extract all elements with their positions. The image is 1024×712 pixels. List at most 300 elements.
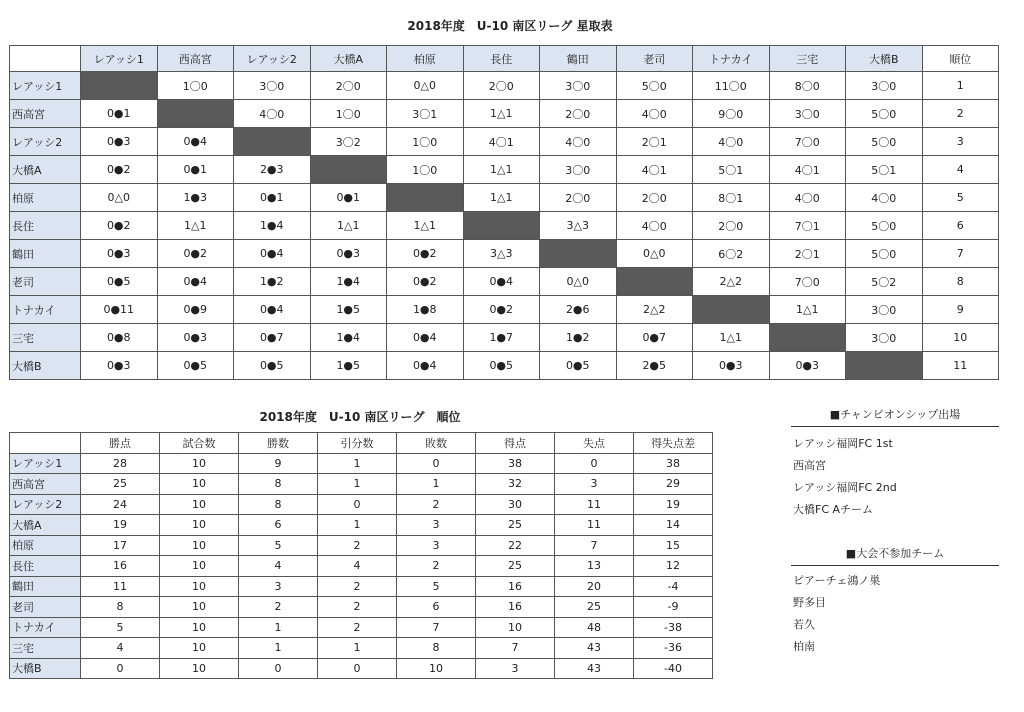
standings-value: 10 (160, 535, 239, 556)
championship-item: 大橋FC Aチーム (793, 503, 874, 516)
result-cell: 0●8 (81, 324, 158, 352)
self-match-cell (387, 184, 464, 212)
rank-header: 順位 (922, 46, 999, 72)
standings-column-header: 試合数 (160, 433, 239, 454)
result-cell: 0●2 (387, 240, 464, 268)
result-cell: 0●11 (81, 296, 158, 324)
table-row (10, 268, 999, 296)
standings-team: 長住 (10, 556, 81, 577)
result-cell: 0●3 (157, 324, 234, 352)
standings-team: 大橋B (10, 658, 81, 679)
rank-cell: 11 (922, 352, 999, 380)
result-cell: 0●4 (234, 296, 311, 324)
standings-value: 13 (555, 556, 634, 577)
result-cell: 1●2 (234, 268, 311, 296)
column-header-team: 西高宮 (157, 46, 234, 72)
result-cell: 3〇0 (234, 72, 311, 100)
result-cell: 3〇0 (769, 100, 846, 128)
standings-column-header: 勝数 (239, 433, 318, 454)
standings-value: -4 (634, 576, 713, 597)
championship-item: レアッシ福岡FC 2nd (793, 481, 897, 494)
result-cell: 2〇0 (693, 212, 770, 240)
standings-value: 8 (239, 494, 318, 515)
self-match-cell (769, 324, 846, 352)
standings-value: 29 (634, 474, 713, 495)
rank-cell: 5 (922, 184, 999, 212)
result-cell: 5〇0 (846, 240, 923, 268)
standings-value: 10 (160, 658, 239, 679)
result-cell: 1●3 (157, 184, 234, 212)
result-cell: 0△0 (540, 268, 617, 296)
standings-value: 4 (239, 556, 318, 577)
result-cell: 3△3 (463, 240, 540, 268)
standings-title: 2018年度 U-10 南区リーグ 順位 (259, 410, 461, 424)
result-cell: 3〇2 (310, 128, 387, 156)
result-cell: 1△1 (310, 212, 387, 240)
rank-cell: 4 (922, 156, 999, 184)
column-header-team: 老司 (616, 46, 693, 72)
row-header-team: 柏原 (10, 184, 81, 212)
result-cell: 0●1 (234, 184, 311, 212)
standings-team: 鶴田 (10, 576, 81, 597)
result-cell: 2△2 (693, 268, 770, 296)
standings-value: 10 (160, 556, 239, 577)
self-match-cell (463, 212, 540, 240)
standings-value: 32 (476, 474, 555, 495)
column-header-team: 柏原 (387, 46, 464, 72)
result-cell: 1●4 (310, 324, 387, 352)
result-cell: 0△0 (81, 184, 158, 212)
standings-value: 7 (555, 535, 634, 556)
result-cell: 4〇1 (616, 156, 693, 184)
standings-value: 10 (160, 453, 239, 474)
standings-team: レアッシ2 (10, 494, 81, 515)
standings-value: 25 (476, 556, 555, 577)
row-header-team: 大橋A (10, 156, 81, 184)
table-row (10, 100, 999, 128)
result-cell: 2〇0 (463, 72, 540, 100)
result-cell: 5〇1 (846, 156, 923, 184)
result-cell: 1〇0 (387, 128, 464, 156)
column-header-team: 長住 (463, 46, 540, 72)
result-cell: 2●6 (540, 296, 617, 324)
result-cell: 0●2 (81, 212, 158, 240)
result-cell: 1●5 (310, 296, 387, 324)
table-row (10, 638, 713, 659)
standings-value: 10 (160, 474, 239, 495)
result-cell: 3〇0 (846, 324, 923, 352)
absent-item: 若久 (793, 618, 815, 631)
result-cell: 0△0 (387, 72, 464, 100)
standings-column-header: 得点 (476, 433, 555, 454)
cross-results-table (9, 45, 999, 380)
rank-cell: 1 (922, 72, 999, 100)
row-header-team: 大橋B (10, 352, 81, 380)
standings-value: 1 (318, 474, 397, 495)
absent-item: 柏南 (793, 640, 815, 653)
result-cell: 1●7 (463, 324, 540, 352)
table-row (10, 212, 999, 240)
absent-title: ■大会不参加チーム (791, 545, 999, 566)
result-cell: 2△2 (616, 296, 693, 324)
result-cell: 3△3 (540, 212, 617, 240)
result-cell: 0●4 (157, 128, 234, 156)
result-cell: 0●3 (81, 128, 158, 156)
standings-value: 5 (239, 535, 318, 556)
result-cell: 5〇0 (616, 72, 693, 100)
result-cell: 2〇1 (769, 240, 846, 268)
result-cell: 8〇0 (769, 72, 846, 100)
result-cell: 0●1 (157, 156, 234, 184)
column-header-team: トナカイ (693, 46, 770, 72)
table-row (10, 597, 713, 618)
standings-team: 大橋A (10, 515, 81, 536)
result-cell: 3〇0 (540, 156, 617, 184)
standings-value: 11 (81, 576, 160, 597)
championship-panel (791, 406, 999, 521)
result-cell: 4〇0 (234, 100, 311, 128)
standings-value: 10 (160, 617, 239, 638)
result-cell: 0●5 (234, 352, 311, 380)
column-header-team: レアッシ2 (234, 46, 311, 72)
result-cell: 4〇0 (769, 184, 846, 212)
result-cell: 1〇0 (310, 100, 387, 128)
standings-value: 16 (476, 576, 555, 597)
result-cell: 1△1 (693, 324, 770, 352)
row-header-team: レアッシ2 (10, 128, 81, 156)
standings-value: 4 (318, 556, 397, 577)
standings-team: 三宅 (10, 638, 81, 659)
result-cell: 1△1 (769, 296, 846, 324)
self-match-cell (540, 240, 617, 268)
result-cell: 0●4 (234, 240, 311, 268)
absent-item: 野多目 (793, 596, 826, 609)
standings-value: 25 (476, 515, 555, 536)
row-header-team: レアッシ1 (10, 72, 81, 100)
standings-value: 6 (397, 597, 476, 618)
result-cell: 0●9 (157, 296, 234, 324)
standings-value: 10 (160, 576, 239, 597)
table-row (10, 494, 713, 515)
rank-cell: 7 (922, 240, 999, 268)
result-cell: 1●4 (234, 212, 311, 240)
standings-value: 2 (239, 597, 318, 618)
self-match-cell (310, 156, 387, 184)
standings-value: 12 (634, 556, 713, 577)
standings-value: 2 (318, 597, 397, 618)
table-row (10, 296, 999, 324)
column-header-team: 大橋B (846, 46, 923, 72)
championship-title: ■チャンピオンシップ出場 (791, 406, 999, 427)
standings-value: 10 (160, 638, 239, 659)
result-cell: 0●4 (387, 324, 464, 352)
standings-value: 10 (160, 597, 239, 618)
result-cell: 0●4 (387, 352, 464, 380)
standings-value: 1 (318, 453, 397, 474)
result-cell: 0●1 (81, 100, 158, 128)
column-header-team: レアッシ1 (81, 46, 158, 72)
table-row (10, 658, 713, 679)
result-cell: 1△1 (463, 184, 540, 212)
result-cell: 1△1 (463, 156, 540, 184)
absent-teams-panel (791, 545, 999, 658)
standings-value: 9 (239, 453, 318, 474)
championship-item: レアッシ福岡FC 1st (793, 437, 893, 450)
standings-value: 7 (397, 617, 476, 638)
standings-value: 2 (318, 617, 397, 638)
self-match-cell (234, 128, 311, 156)
standings-value: 30 (476, 494, 555, 515)
standings-value: 1 (318, 515, 397, 536)
table-row (10, 72, 999, 100)
result-cell: 0●5 (157, 352, 234, 380)
table-row (10, 156, 999, 184)
standings-column-header: 得失点差 (634, 433, 713, 454)
row-header-team: 三宅 (10, 324, 81, 352)
result-cell: 4〇0 (616, 212, 693, 240)
standings-value: 1 (318, 638, 397, 659)
standings-value: 17 (81, 535, 160, 556)
standings-value: 1 (397, 474, 476, 495)
standings-value: 22 (476, 535, 555, 556)
result-cell: 1〇0 (387, 156, 464, 184)
result-cell: 4〇1 (463, 128, 540, 156)
standings-value: 20 (555, 576, 634, 597)
result-cell: 2〇0 (540, 184, 617, 212)
standings-value: 6 (239, 515, 318, 536)
standings-team: レアッシ1 (10, 453, 81, 474)
rank-cell: 6 (922, 212, 999, 240)
rank-cell: 9 (922, 296, 999, 324)
result-cell: 4〇0 (540, 128, 617, 156)
result-cell: 0●5 (463, 352, 540, 380)
standings-team: トナカイ (10, 617, 81, 638)
result-cell: 2●5 (616, 352, 693, 380)
rank-cell: 8 (922, 268, 999, 296)
standings-value: 19 (81, 515, 160, 536)
table-row (10, 515, 713, 536)
standings-value: 8 (397, 638, 476, 659)
standings-value: 1 (239, 638, 318, 659)
result-cell: 1〇0 (157, 72, 234, 100)
result-cell: 1●8 (387, 296, 464, 324)
result-cell: 4〇1 (769, 156, 846, 184)
standings-value: 28 (81, 453, 160, 474)
standings-value: 2 (397, 494, 476, 515)
standings-value: 16 (476, 597, 555, 618)
standings-team: 柏原 (10, 535, 81, 556)
standings-value: 10 (160, 515, 239, 536)
table-row (10, 535, 713, 556)
row-header-team: 長住 (10, 212, 81, 240)
standings-value: 1 (239, 617, 318, 638)
self-match-cell (157, 100, 234, 128)
result-cell: 2●3 (234, 156, 311, 184)
standings-value: 14 (634, 515, 713, 536)
championship-item: 西高宮 (793, 459, 826, 472)
standings-value: 16 (81, 556, 160, 577)
standings-value: 38 (634, 453, 713, 474)
result-cell: 0●3 (693, 352, 770, 380)
result-cell: 3〇1 (387, 100, 464, 128)
standings-value: 7 (476, 638, 555, 659)
self-match-cell (616, 268, 693, 296)
standings-value: 19 (634, 494, 713, 515)
result-cell: 0●3 (769, 352, 846, 380)
standings-value: 8 (239, 474, 318, 495)
result-cell: 3〇0 (540, 72, 617, 100)
column-header-team: 大橋A (310, 46, 387, 72)
standings-value: 43 (555, 638, 634, 659)
result-cell: 1△1 (463, 100, 540, 128)
table-row (10, 352, 999, 380)
standings-value: 2 (318, 576, 397, 597)
row-header-team: 鶴田 (10, 240, 81, 268)
column-header-team: 三宅 (769, 46, 846, 72)
column-header-team: 鶴田 (540, 46, 617, 72)
result-cell: 0●4 (463, 268, 540, 296)
result-cell: 1●2 (540, 324, 617, 352)
result-cell: 0●3 (310, 240, 387, 268)
standings-column-header: 失点 (555, 433, 634, 454)
standings-value: 15 (634, 535, 713, 556)
result-cell: 0●4 (157, 268, 234, 296)
self-match-cell (693, 296, 770, 324)
table-row (10, 324, 999, 352)
result-cell: 5〇0 (846, 100, 923, 128)
standings-value: 0 (239, 658, 318, 679)
standings-value: 10 (476, 617, 555, 638)
result-cell: 1△1 (157, 212, 234, 240)
rank-cell: 10 (922, 324, 999, 352)
standings-value: 3 (476, 658, 555, 679)
standings-value: 3 (555, 474, 634, 495)
result-cell: 5〇1 (693, 156, 770, 184)
result-cell: 5〇2 (846, 268, 923, 296)
standings-column-header: 勝点 (81, 433, 160, 454)
table-row (10, 128, 999, 156)
result-cell: 4〇0 (693, 128, 770, 156)
result-cell: 1●5 (310, 352, 387, 380)
result-cell: 3〇0 (846, 72, 923, 100)
result-cell: 5〇0 (846, 128, 923, 156)
result-cell: 0●2 (387, 268, 464, 296)
result-cell: 2〇0 (540, 100, 617, 128)
result-cell: 0●3 (81, 240, 158, 268)
table-row (10, 453, 713, 474)
row-header-team: 老司 (10, 268, 81, 296)
standings-value: 11 (555, 494, 634, 515)
result-cell: 2〇0 (616, 184, 693, 212)
result-cell: 1●4 (310, 268, 387, 296)
standings-value: -38 (634, 617, 713, 638)
result-cell: 1△1 (387, 212, 464, 240)
standings-value: 24 (81, 494, 160, 515)
result-cell: 4〇0 (616, 100, 693, 128)
standings-value: 4 (81, 638, 160, 659)
table-row (10, 184, 999, 212)
result-cell: 0●7 (616, 324, 693, 352)
result-cell: 0●5 (81, 268, 158, 296)
standings-value: 25 (81, 474, 160, 495)
result-cell: 3〇0 (846, 296, 923, 324)
result-cell: 5〇0 (846, 212, 923, 240)
standings-team: 老司 (10, 597, 81, 618)
row-header-team: トナカイ (10, 296, 81, 324)
standings-value: 0 (555, 453, 634, 474)
standings-table (9, 432, 713, 679)
standings-value: 0 (318, 494, 397, 515)
result-cell: 11〇0 (693, 72, 770, 100)
table-row (10, 617, 713, 638)
result-cell: 0●7 (234, 324, 311, 352)
standings-column-header: 敗数 (397, 433, 476, 454)
standings-value: 43 (555, 658, 634, 679)
result-cell: 6〇2 (693, 240, 770, 268)
standings-value: 11 (555, 515, 634, 536)
absent-item: ピアーチェ鴻ノ巣 (793, 574, 881, 587)
result-cell: 0●2 (157, 240, 234, 268)
result-cell: 0●2 (463, 296, 540, 324)
standings-value: -40 (634, 658, 713, 679)
result-cell: 0△0 (616, 240, 693, 268)
standings-value: 5 (81, 617, 160, 638)
cross-table-title: 2018年度 U-10 南区リーグ 星取表 (407, 19, 613, 33)
result-cell: 7〇0 (769, 268, 846, 296)
standings-value: 3 (239, 576, 318, 597)
standings-team: 西高宮 (10, 474, 81, 495)
standings-value: 2 (397, 556, 476, 577)
standings-value: -9 (634, 597, 713, 618)
rank-cell: 2 (922, 100, 999, 128)
corner-cell (10, 433, 81, 454)
result-cell: 9〇0 (693, 100, 770, 128)
result-cell: 0●5 (540, 352, 617, 380)
standings-value: 48 (555, 617, 634, 638)
result-cell: 4〇0 (846, 184, 923, 212)
rank-cell: 3 (922, 128, 999, 156)
standings-value: -36 (634, 638, 713, 659)
standings-value: 10 (397, 658, 476, 679)
standings-value: 5 (397, 576, 476, 597)
standings-value: 3 (397, 535, 476, 556)
self-match-cell (81, 72, 158, 100)
result-cell: 7〇1 (769, 212, 846, 240)
table-row (10, 240, 999, 268)
standings-value: 25 (555, 597, 634, 618)
table-row (10, 556, 713, 577)
result-cell: 2〇0 (310, 72, 387, 100)
standings-value: 0 (397, 453, 476, 474)
corner-cell (10, 46, 81, 72)
standings-value: 0 (81, 658, 160, 679)
standings-column-header: 引分数 (318, 433, 397, 454)
standings-value: 3 (397, 515, 476, 536)
table-row (10, 576, 713, 597)
result-cell: 7〇0 (769, 128, 846, 156)
standings-value: 0 (318, 658, 397, 679)
standings-value: 38 (476, 453, 555, 474)
result-cell: 0●3 (81, 352, 158, 380)
standings-value: 10 (160, 494, 239, 515)
result-cell: 2〇1 (616, 128, 693, 156)
self-match-cell (846, 352, 923, 380)
standings-value: 8 (81, 597, 160, 618)
result-cell: 8〇1 (693, 184, 770, 212)
row-header-team: 西高宮 (10, 100, 81, 128)
result-cell: 0●2 (81, 156, 158, 184)
standings-value: 2 (318, 535, 397, 556)
